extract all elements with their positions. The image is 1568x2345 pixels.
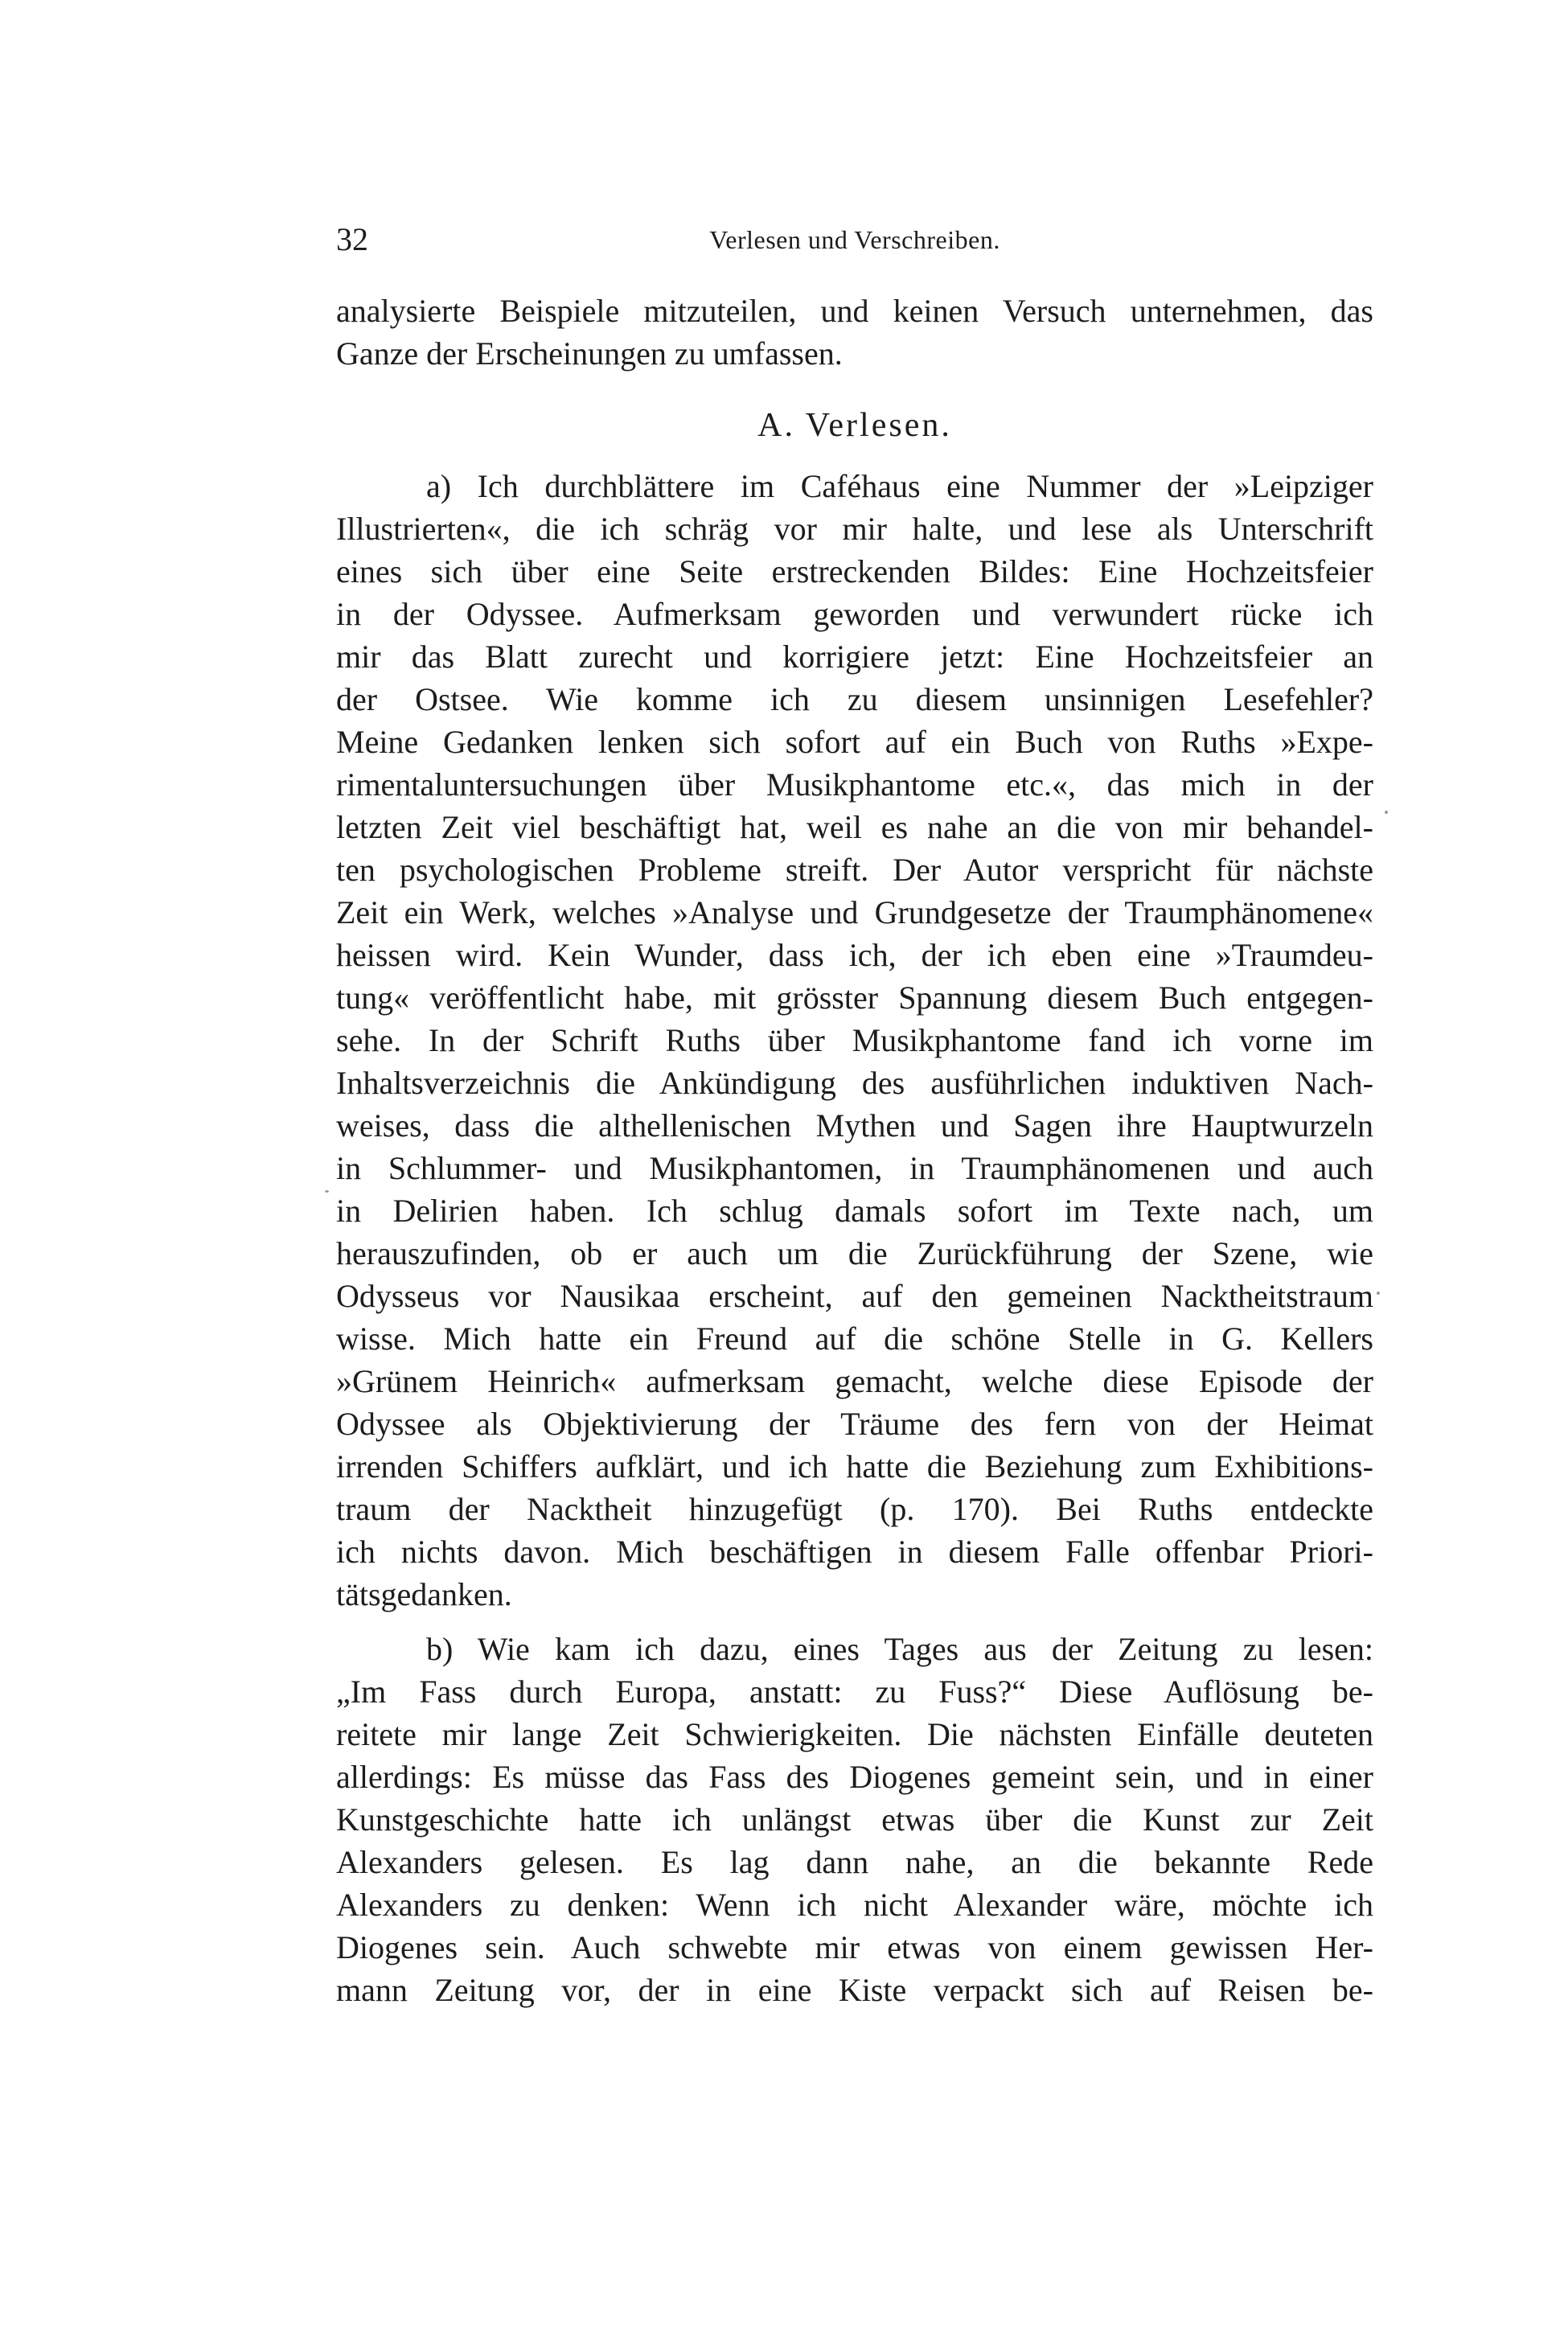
text-line: allerdings: Es müsse das Fass des Diogenes gemeint sein, und in einer bbox=[336, 1759, 1373, 1795]
text-line: „Im Fass durch Europa, anstatt: zu Fuss?“ Diese Auflösung be- bbox=[336, 1674, 1373, 1710]
text-line: Ganze der Erscheinungen zu umfassen. bbox=[336, 335, 843, 372]
text-line: in Schlummer- und Musikphantomen, in Traumphänomenen und auch bbox=[336, 1150, 1373, 1186]
text-line: ten psychologischen Probleme streift. Der Autor verspricht für nächste bbox=[336, 852, 1373, 888]
text-line: heissen wird. Kein Wunder, dass ich, der ich eben eine »Traumdeu- bbox=[336, 937, 1373, 973]
running-title: Verlesen und Verschreiben. bbox=[709, 225, 1000, 254]
text-line: weises, dass die althellenischen Mythen und Sagen ihre Hauptwurzeln bbox=[336, 1107, 1373, 1144]
text-line: Meine Gedanken lenken sich sofort auf ein Buch von Ruths »Expe- bbox=[336, 724, 1373, 760]
text-line: Diogenes sein. Auch schwebte mir etwas von einem gewissen Her- bbox=[336, 1929, 1373, 1965]
text-line: traum der Nacktheit hinzugefügt (p. 170). Bei Ruths entdeckte bbox=[336, 1491, 1373, 1527]
text-line: ich nichts davon. Mich beschäftigen in diesem Falle offenbar Priori- bbox=[336, 1534, 1373, 1570]
page-header bbox=[336, 216, 1373, 264]
text-line: in der Odyssee. Aufmerksam geworden und verwundert rücke ich bbox=[336, 596, 1373, 632]
scan-speck bbox=[1377, 1292, 1380, 1295]
scan-speck bbox=[325, 1190, 329, 1193]
text-line: Zeit ein Werk, welches »Analyse und Grundgesetze der Traumphänomene« bbox=[336, 894, 1373, 930]
text-line: tung« veröffentlicht habe, mit grösster Spannung diesem Buch entgegen- bbox=[336, 979, 1373, 1016]
text-line: Alexanders gelesen. Es lag dann nahe, an die bekannte Rede bbox=[336, 1844, 1373, 1880]
text-line: irrenden Schiffers aufklärt, und ich hatte die Beziehung zum Exhibitions- bbox=[336, 1448, 1373, 1485]
text-line: in Delirien haben. Ich schlug damals sofort im Texte nach, um bbox=[336, 1193, 1373, 1229]
paragraph-b bbox=[336, 1628, 1373, 2011]
text-line: der Ostsee. Wie komme ich zu diesem unsinnigen Lesefehler? bbox=[336, 681, 1373, 717]
text-line: Kunstgeschichte hatte ich unlängst etwas über die Kunst zur Zeit bbox=[336, 1801, 1373, 1838]
body-text bbox=[336, 290, 1373, 2011]
intro-paragraph bbox=[336, 290, 1373, 375]
page-number: 32 bbox=[336, 221, 368, 257]
paragraph-a bbox=[336, 465, 1373, 1616]
text-line: Inhaltsverzeichnis die Ankündigung des ausführlichen induktiven Nach- bbox=[336, 1065, 1373, 1101]
text-line: rimentaluntersuchungen über Musikphantome etc.«, das mich in der bbox=[336, 766, 1373, 803]
text-line: Odyssee als Objektivierung der Träume des fern von der Heimat bbox=[336, 1406, 1373, 1442]
text-line: herauszufinden, ob er auch um die Zurückführung der Szene, wie bbox=[336, 1235, 1373, 1271]
section-heading: A. Verlesen. bbox=[757, 407, 952, 444]
text-line: Illustrierten«, die ich schräg vor mir halte, und lese als Unterschrift bbox=[336, 511, 1373, 547]
text-line: mann Zeitung vor, der in eine Kiste verpackt sich auf Reisen be- bbox=[336, 1972, 1373, 2008]
text-line: wisse. Mich hatte ein Freund auf die schöne Stelle in G. Kellers bbox=[336, 1320, 1373, 1357]
text-line: mir das Blatt zurecht und korrigiere jetzt: Eine Hochzeitsfeier an bbox=[336, 639, 1373, 675]
text-line: tätsgedanken. bbox=[336, 1576, 512, 1612]
text-line: eines sich über eine Seite erstreckenden Bildes: Eine Hochzeitsfeier bbox=[336, 553, 1373, 589]
text-line: b) Wie kam ich dazu, eines Tages aus der Zeitung zu lesen: bbox=[426, 1631, 1373, 1667]
text-line: »Grünem Heinrich« aufmerksam gemacht, welche diese Episode der bbox=[336, 1363, 1373, 1399]
text-line: Alexanders zu denken: Wenn ich nicht Alexander wäre, möchte ich bbox=[336, 1887, 1373, 1923]
text-line: a) Ich durchblättere im Caféhaus eine Nummer der »Leipziger bbox=[426, 468, 1373, 504]
text-line: analysierte Beispiele mitzuteilen, und keinen Versuch unternehmen, das bbox=[336, 293, 1373, 329]
text-line: reitete mir lange Zeit Schwierigkeiten. Die nächsten Einfälle deuteten bbox=[336, 1716, 1373, 1752]
text-line: letzten Zeit viel beschäftigt hat, weil es nahe an die von mir behandel- bbox=[336, 809, 1373, 845]
scan-speck bbox=[1385, 811, 1388, 814]
text-line: Odysseus vor Nausikaa erscheint, auf den gemeinen Nacktheitstraum bbox=[336, 1278, 1373, 1314]
text-line: sehe. In der Schrift Ruths über Musikphantome fand ich vorne im bbox=[336, 1022, 1373, 1058]
